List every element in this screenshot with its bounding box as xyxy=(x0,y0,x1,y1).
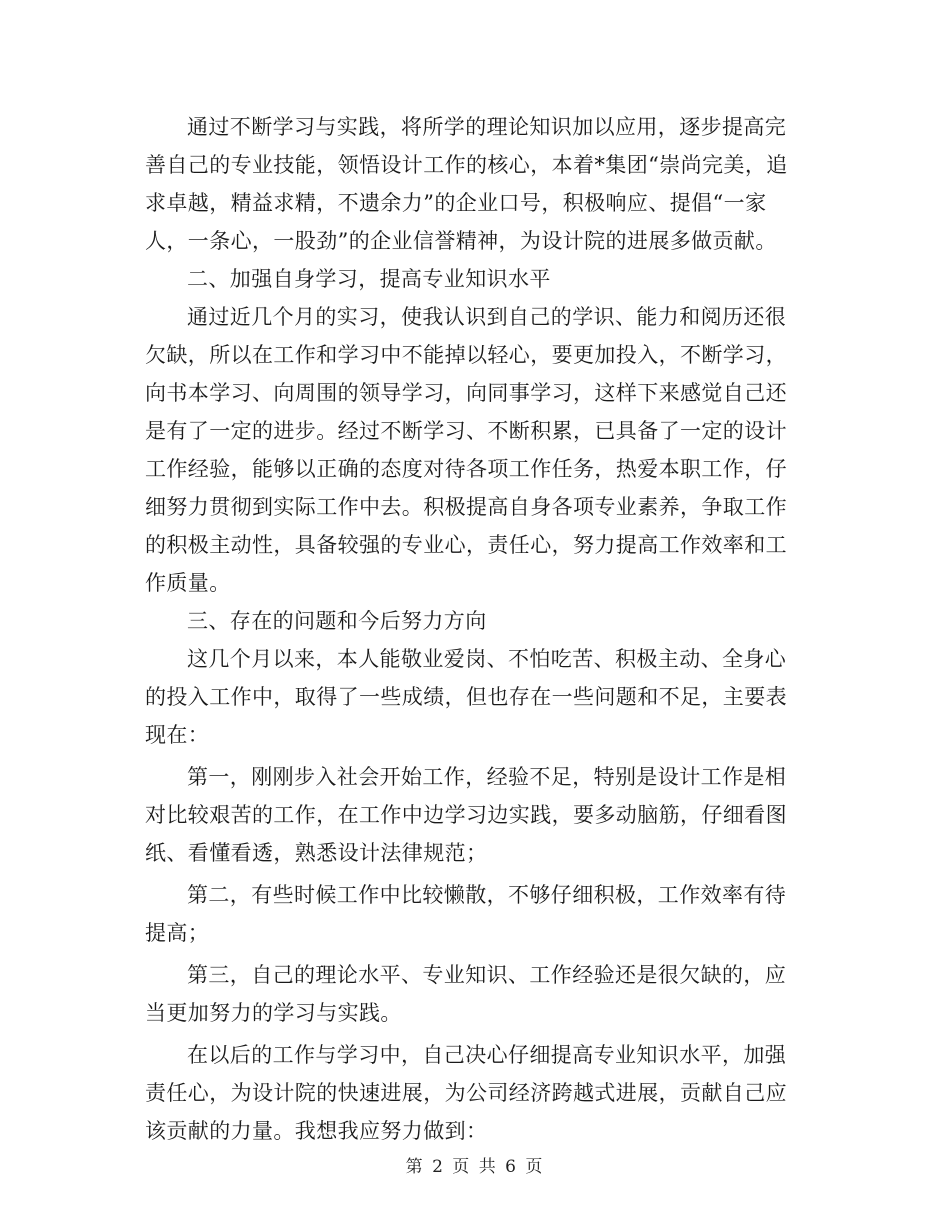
paragraph-line: 现在： xyxy=(145,723,210,747)
paragraph-line: 纸、看懂看透，熟悉设计法律规范； xyxy=(145,841,488,865)
page-footer: 第 2 页 共 6 页 xyxy=(405,1157,545,1177)
paragraph-line: 向书本学习、向周围的领导学习，向同事学习，这样下来感觉自己还 xyxy=(145,381,787,405)
paragraph-line: 人，一条心，一股劲”的企业信誉精神，为设计院的进展多做贡献。 xyxy=(145,229,777,253)
paragraph-line: 细努力贯彻到实际工作中去。积极提高自身各项专业素养，争取工作 xyxy=(145,495,787,519)
paragraph-line: 第一，刚刚步入社会开始工作，经验不足，特别是设计工作是相 xyxy=(187,765,787,789)
paragraph-line: 这几个月以来，本人能敬业爱岗、不怕吃苦、积极主动、全身心 xyxy=(187,647,787,671)
paragraph-line: 第三，自己的理论水平、专业知识、工作经验还是很欠缺的，应 xyxy=(187,963,787,987)
paragraph-line: 的投入工作中，取得了一些成绩，但也存在一些问题和不足，主要表 xyxy=(145,685,787,709)
paragraph-line: 当更加努力的学习与实践。 xyxy=(145,1001,402,1025)
paragraph-line: 责任心，为设计院的快速进展，为公司经济跨越式进展，贡献自己应 xyxy=(145,1081,787,1105)
paragraph-line: 善自己的专业技能，领悟设计工作的核心，本着*集团“崇尚完美，追 xyxy=(145,153,788,177)
section-heading: 三、存在的问题和今后努力方向 xyxy=(187,609,487,633)
paragraph-line: 工作经验，能够以正确的态度对待各项工作任务，热爱本职工作，仔 xyxy=(145,457,787,481)
paragraph-line: 的积极主动性，具备较强的专业心，责任心，努力提高工作效率和工 xyxy=(145,533,787,557)
paragraph-line: 作质量。 xyxy=(145,571,231,595)
paragraph-line: 是有了一定的进步。经过不断学习、不断积累，已具备了一定的设计 xyxy=(145,419,787,443)
paragraph-line: 欠缺，所以在工作和学习中不能掉以轻心，要更加投入，不断学习， xyxy=(145,343,787,367)
section-heading: 二、加强自身学习，提高专业知识水平 xyxy=(187,267,551,291)
paragraph-line: 第二，有些时候工作中比较懒散，不够仔细积极，工作效率有待 xyxy=(187,883,787,907)
paragraph-line: 通过近几个月的实习，使我认识到自己的学识、能力和阅历还很 xyxy=(187,305,787,329)
paragraph-line: 对比较艰苦的工作，在工作中边学习边实践，要多动脑筋，仔细看图 xyxy=(145,803,787,827)
paragraph-line: 提高； xyxy=(145,921,210,945)
paragraph-line: 求卓越，精益求精，不遗余力”的企业口号，积极响应、提倡“一家 xyxy=(145,191,767,215)
paragraph-line: 在以后的工作与学习中，自己决心仔细提高专业知识水平，加强 xyxy=(187,1043,787,1067)
paragraph-line: 通过不断学习与实践，将所学的理论知识加以应用，逐步提高完 xyxy=(187,115,787,139)
paragraph-line: 该贡献的力量。我想我应努力做到： xyxy=(145,1119,488,1143)
